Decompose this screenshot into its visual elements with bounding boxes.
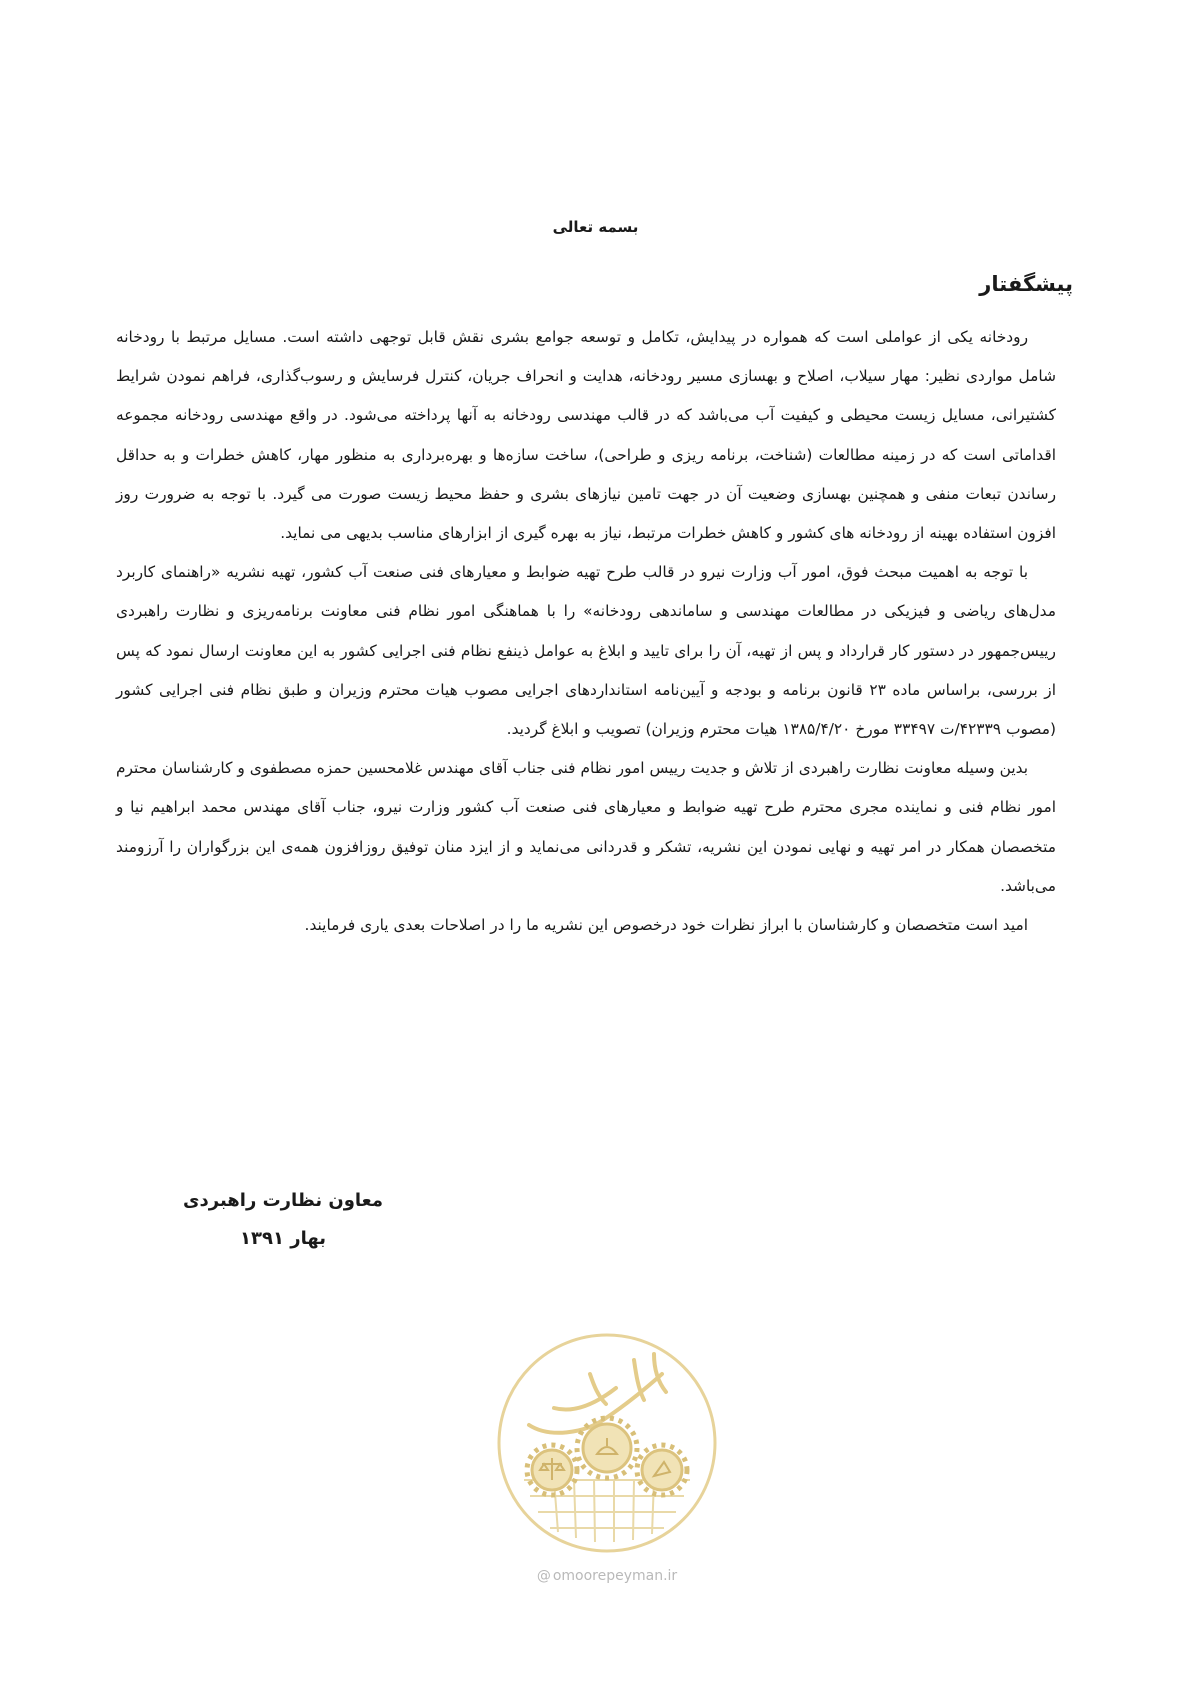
at-icon: @ [536,1568,551,1584]
paragraph-1: رودخانه یکی از عواملی است که همواره در پیدایش، تکامل و توسعه جوامع بشری نقش قابل توجهی داشته است. مسایل مرتبط با رودخانه شامل مواردی نظیر: مهار سیلاب، اصلاح و بهسازی مسیر رودخانه، هدایت و انحراف جریان، کنترل فرسایش و رسوب‌گذاری، فراهم نمودن شرایط کشتیرانی، مسایل زیست محیطی و کیفیت آب می‌باشد که در قالب مهندسی رودخانه به آنها پرداخته می‌شود. در واقع مهندسی رودخانه مجموعه اقداماتی است که در زمینه مطالعات (شناخت، برنامه ریزی و طراحی)، ساخت سازه‌ها و بهره‌برداری به منظور مهار، کاهش خطرات و به حداقل رساندن تبعات منفی و همچنین بهسازی وضعیت آن در جهت تامین نیازهای بشری و حفظ محیط زیست صورت می گیرد. با توجه به ضرورت روز افزون استفاده بهینه از رودخانه های کشور و کاهش خطرات مرتبط، نیاز به بهره گیری از ابزارهای مناسب بدیهی می نماید. [116,328,1056,543]
paragraph-2: با توجه به اهمیت مبحث فوق، امور آب وزارت نیرو در قالب طرح تهیه ضوابط و معیارهای فنی صنعت آب کشور، تهیه نشریه «راهنمای کاربرد مدل‌های ریاضی و فیزیکی در مطالعات مهندسی و ساماندهی رودخانه» را با هماهنگی امور نظام فنی معاونت برنامه‌ریزی و نظارت راهبردی رییس‌جمهور در دستور کار قرارداد و پس از تهیه، آن را برای تایید و ابلاغ به عوامل ذینفع نظام فنی اجرایی کشور به این معاونت ارسال نمود که پس از بررسی، براساس ماده ۲۳ قانون برنامه و بودجه و آیین‌نامه استانداردهای اجرایی مصوب هیات محترم وزیران و طبق نظام فنی اجرایی کشور (مصوب ۴۲۳۳۹/ت ۳۳۴۹۷ مورخ ۱۳۸۵/۴/۲۰ هیات محترم وزیران) تصویب و ابلاغ گردید. [116,563,1057,739]
signature-block [178,1182,388,1258]
signature-title: معاون نظارت راهبردی [183,1190,383,1211]
page-title: پیشگفتار [979,272,1073,296]
watermark-url [494,1568,720,1584]
paragraph-3: بدین وسیله معاونت نظارت راهبردی از تلاش و جدیت رییس امور نظام فنی جناب آقای مهندس غلامحسین حمزه مصطفوی و کارشناسان محترم امور نظام فنی و نماینده مجری محترم طرح تهیه ضوابط و معیارهای فنی صنعت آب کشور وزارت نیرو، جناب آقای مهندس محمد ابراهیم نیا و متخصصان همکار در امر تهیه و نهایی نمودن این نشریه، تشکر و قدردانی می‌نماید و از ایزد منان توفیق روزافزون همه‌ی این بزرگواران را آرزومند می‌باشد. [116,759,1056,895]
watermark-seal-logo [494,1330,720,1556]
body-text [116,318,1056,945]
paragraph-4: امید است متخصصان و کارشناسان با ابراز نظرات خود درخصوص این نشریه ما را در اصلاحات بعدی یاری فرمایند. [304,916,1028,935]
basmala: بسمه تعالی [552,218,639,236]
watermark-url-text: omoorepeyman.ir [552,1568,678,1584]
signature-date: بهار ۱۳۹۱ [240,1228,326,1249]
